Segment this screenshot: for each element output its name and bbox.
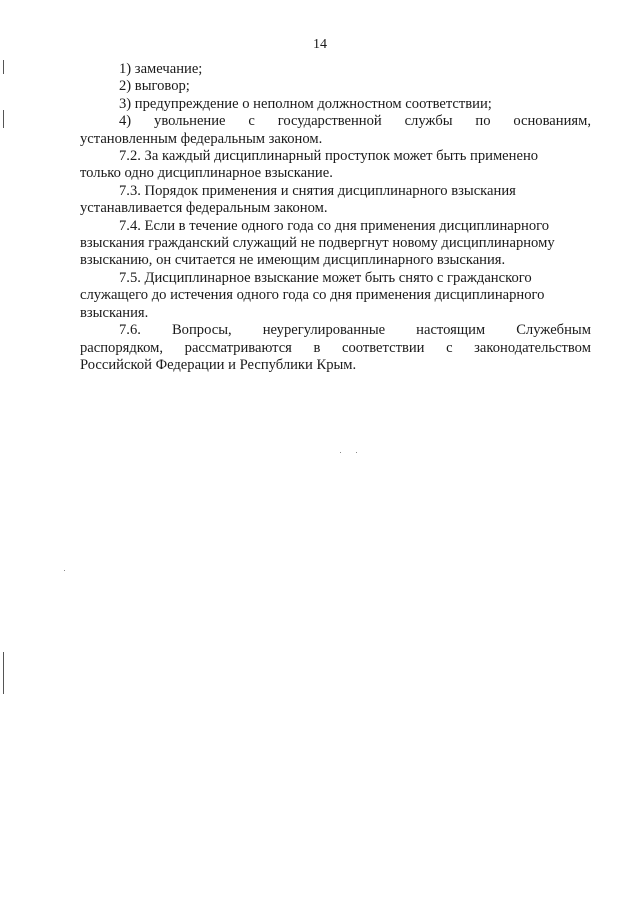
paragraph-7-4-line3: взысканию, он считается не имеющим дисциплинарного взыскания. [80, 252, 506, 269]
scan-artifact [356, 452, 357, 453]
word: с [248, 113, 255, 130]
scan-artifact [3, 60, 4, 74]
list-item-4-line1 [80, 113, 591, 130]
paragraph-7-2-line1: 7.2. За каждый дисциплинарный проступок может быть применено [119, 148, 539, 165]
word: увольнение [154, 113, 226, 130]
paragraph-7-3-line1: 7.3. Порядок применения и снятия дисциплинарного взыскания [119, 182, 516, 199]
paragraph-7-5-line2: служащего до истечения одного года со дня применения дисциплинарного [80, 287, 545, 304]
paragraph-7-5-line1: 7.5. Дисциплинарное взыскание может быть снято с гражданского [119, 269, 532, 286]
paragraph-7-4-line2: взыскания гражданский служащий не подвергнут новому дисциплинарному [80, 235, 555, 252]
word: службы [404, 113, 453, 130]
word: 7.6. [119, 322, 141, 339]
scan-artifact [3, 110, 4, 128]
word: законодательством [474, 339, 591, 356]
word: с [446, 339, 453, 356]
word: соответствии [342, 339, 425, 356]
list-item-3: 3) предупреждение о неполном должностном соответствии; [119, 95, 492, 112]
page-number: 14 [313, 37, 327, 52]
paragraph-7-3-line2: устанавливается федеральным законом. [80, 200, 328, 217]
document-body [80, 61, 591, 374]
word: рассматриваются [184, 339, 292, 356]
list-item-2: 2) выговор; [119, 78, 190, 95]
paragraph-7-5-line3: взыскания. [80, 304, 149, 321]
word: Служебным [516, 322, 591, 339]
word: распорядком, [80, 339, 164, 356]
word: по [475, 113, 491, 130]
paragraph-7-6-line3: Российской Федерации и Республики Крым. [80, 356, 357, 373]
word: неурегулированные [262, 322, 386, 339]
paragraph-7-6-line1 [80, 322, 591, 339]
scan-artifact [340, 452, 341, 453]
word: настоящим [416, 322, 486, 339]
word: государственной [277, 113, 382, 130]
paragraph-7-2-line2: только одно дисциплинарное взыскание. [80, 165, 333, 182]
scan-artifact [64, 570, 65, 571]
paragraph-7-6-line2 [80, 340, 591, 357]
word: в [313, 339, 321, 356]
scan-artifact [3, 652, 4, 694]
word: 4) [119, 113, 132, 130]
paragraph-7-4-line1: 7.4. Если в течение одного года со дня применения дисциплинарного [119, 217, 550, 234]
word: Вопросы, [171, 322, 232, 339]
word: основаниям, [513, 113, 591, 130]
list-item-1: 1) замечание; [119, 61, 203, 77]
list-item-4-line2: установленным федеральным законом. [80, 130, 323, 147]
